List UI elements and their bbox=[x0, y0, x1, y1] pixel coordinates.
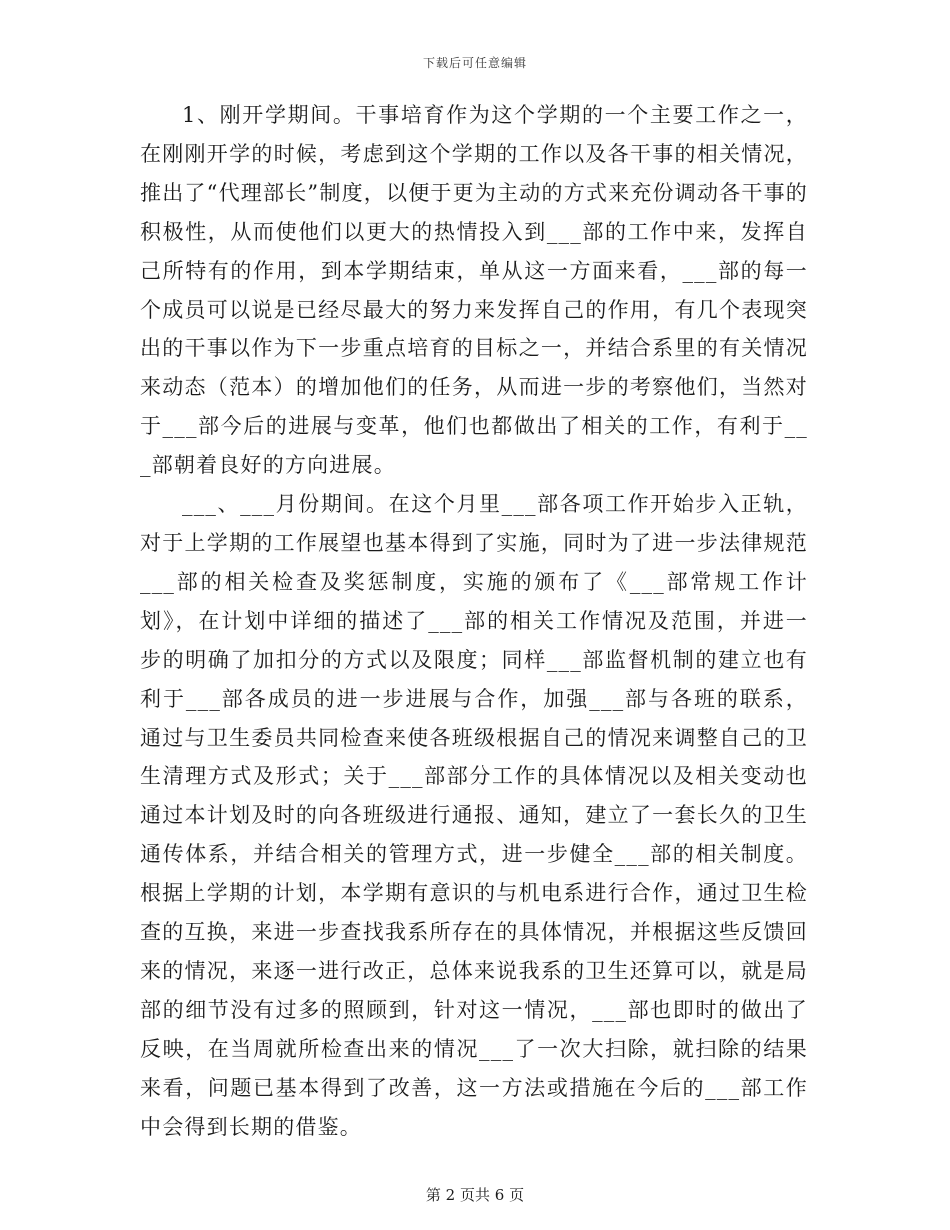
page-header: 下载后可任意编辑 bbox=[422, 56, 527, 70]
page-number: 第 2 页共 6 页 bbox=[425, 1186, 525, 1204]
paragraph-1: 1、刚开学期间。干事培育作为这个学期的一个主要工作之一，在刚刚开学的时候，考虑到这个学期的工作以及各干事的相关情况，推出了“代理部长”制度，以便于更为主动的方式来充份调动各干事的积极性，从而使他们以更大的热情投入到___部的工作中来，发挥自己所特有的作用，到本学期结束，单从这一方面来看，___部的每一个成员可以说是已经尽最大的努力来发挥自己的作用，有几个表现突出的干事以作为下一步重点培育的目标之一，并结合系里的有关情况来动态（范本）的增加他们的任务，从而进一步的考察他们，当然对于___部今后的进展与变革，他们也都做出了相关的工作，有利于___部朝着良好的方向进展。 bbox=[140, 103, 808, 478]
document-body bbox=[140, 96, 808, 1146]
paragraph-2: ___、___月份期间。在这个月里___部各项工作开始步入正轨，对于上学期的工作展望也基本得到了实施，同时为了进一步法律规范___部的相关检查及奖惩制度，实施的颁布了《___部常规工作计划》，在计划中详细的描述了___部的相关工作情况及范围，并进一步的明确了加扣分的方式以及限度；同样___部监督机制的建立也有利于___部各成员的进一步进展与合作，加强___部与各班的联系，通过与卫生委员共同检查来使各班级根据自己的情况来调整自己的卫生清理方式及形式；关于___部部分工作的具体情况以及相关变动也通过本计划及时的向各班级进行通报、通知，建立了一套长久的卫生通传体系，并结合相关的管理方式，进一步健全___部的相关制度。根据上学期的计划，本学期有意识的与机电系进行合作，通过卫生检查的互换，来进一步查找我系所存在的具体情况，并根据这些反馈回来的情况，来逐一进行改正，总体来说我系的卫生还算可以，就是局部的细节没有过多的照顾到，针对这一情况，___部也即时的做出了反映，在当周就所检查出来的情况___了一次大扫除，就扫除的结果来看，问题已基本得到了改善，这一方法或措施在今后的___部工作中会得到长期的借鉴。 bbox=[140, 492, 808, 1139]
